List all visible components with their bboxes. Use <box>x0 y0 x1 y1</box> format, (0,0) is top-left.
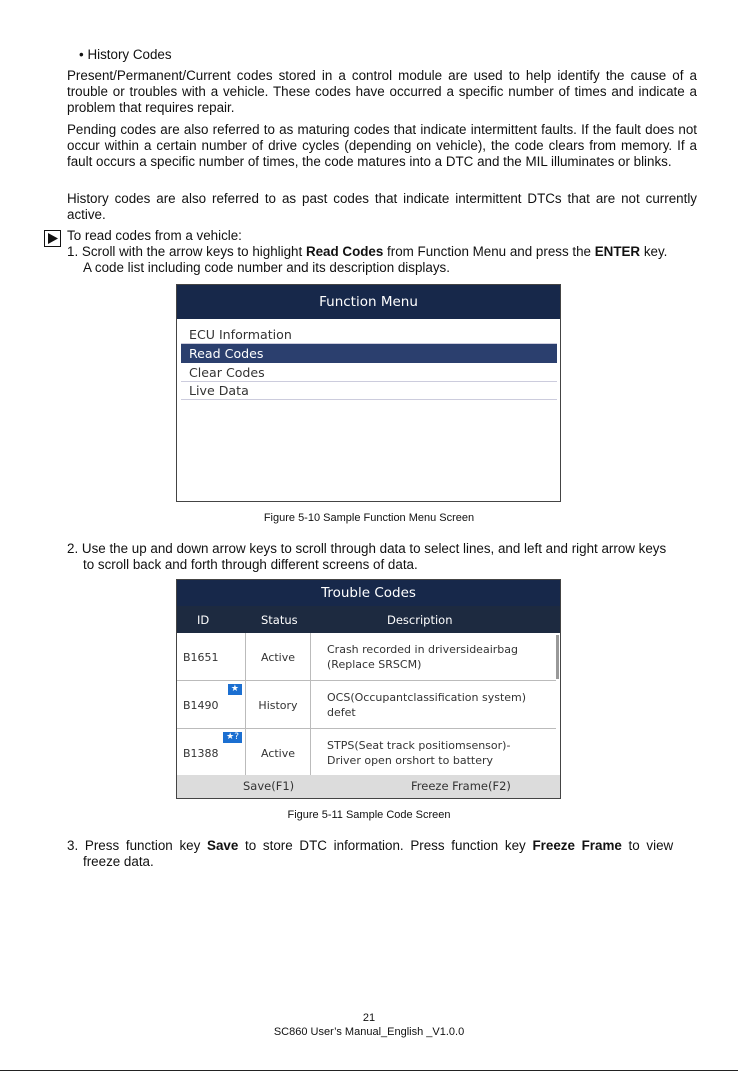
step-1-text-a: Scroll with the arrow keys to highlight <box>81 244 306 259</box>
step-1-line1 <box>67 244 699 260</box>
cell-status <box>246 681 311 728</box>
function-menu-screen <box>176 284 561 502</box>
dtc-status: Active <box>260 651 296 664</box>
scrollbar[interactable] <box>556 635 559 679</box>
play-arrow-icon <box>44 230 61 247</box>
cell-status <box>246 729 311 777</box>
save-button[interactable]: Save(F1) <box>243 779 295 793</box>
dtc-description <box>327 738 547 768</box>
cell-id <box>177 681 246 728</box>
menu-item-live-data[interactable]: Live Data <box>181 381 557 400</box>
cell-description <box>311 681 556 728</box>
step-1-read-codes: Read Codes <box>305 244 384 259</box>
header-id: ID <box>197 613 210 627</box>
bottom-divider <box>0 1070 738 1071</box>
menu-item-clear-codes[interactable]: Clear Codes <box>181 363 557 382</box>
star-badge-icon: ★? <box>223 732 242 743</box>
step-3-line1 <box>67 838 699 854</box>
step-3-freeze-frame: Freeze Frame <box>532 838 622 853</box>
procedure-intro: To read codes from a vehicle: <box>67 228 242 243</box>
step-3-line2: freeze data. <box>83 854 154 870</box>
cell-id <box>177 633 246 680</box>
function-key-bar <box>177 775 560 798</box>
step-2-line1 <box>67 541 699 557</box>
dtc-id: B1651 <box>183 651 219 664</box>
trouble-codes-header <box>177 606 560 633</box>
trouble-codes-title: Trouble Codes <box>177 580 560 606</box>
step-3 <box>67 838 699 870</box>
step-3-text-e: to view <box>621 838 674 853</box>
step-1-enter: ENTER <box>594 244 641 259</box>
step-2 <box>67 541 699 573</box>
figure-caption-code-screen: Figure 5-11 Sample Code Screen <box>287 809 451 821</box>
cell-id <box>177 729 246 777</box>
paragraph-history-codes: History codes are also referred to as past codes that indicate intermittent DTCs that are not currently active. <box>67 191 697 223</box>
step-2-text: Use the up and down arrow keys to scroll through data to select lines, and left and right arrow keys <box>81 541 667 556</box>
step-3-number: 3. <box>67 838 79 853</box>
dtc-desc-line1: OCS(Occupantclassification system) <box>327 691 527 704</box>
step-2-number: 2. <box>67 541 79 556</box>
menu-item-read-codes[interactable]: Read Codes <box>181 344 557 363</box>
page-number: 21 <box>362 1012 376 1024</box>
bullet-label: History Codes <box>87 47 172 62</box>
step-1-text-e: key. <box>640 244 668 259</box>
table-row[interactable] <box>177 681 556 729</box>
bullet-symbol: • <box>79 47 84 62</box>
table-row[interactable] <box>177 633 556 681</box>
step-1-text-c: from Function Menu and press the <box>383 244 595 259</box>
step-3-text-c: to store DTC information. Press function key <box>238 838 533 853</box>
dtc-id: B1388 <box>183 747 219 760</box>
cell-description <box>311 633 556 680</box>
dtc-status: Active <box>260 747 296 760</box>
figure-caption-function-menu: Figure 5-10 Sample Function Menu Screen <box>263 512 475 524</box>
document-footer: SC860 User’s Manual_English _V1.0.0 <box>273 1026 465 1038</box>
step-1-number: 1. <box>67 244 79 259</box>
dtc-desc-line2: (Replace SRSCM) <box>327 658 422 671</box>
function-menu-title: Function Menu <box>177 285 560 319</box>
table-row[interactable] <box>177 729 556 777</box>
cell-description <box>311 729 556 777</box>
dtc-description <box>327 642 547 672</box>
header-description: Description <box>387 613 453 627</box>
freeze-frame-button[interactable]: Freeze Frame(F2) <box>411 779 511 793</box>
step-3-text-a: Press function key <box>84 838 208 853</box>
dtc-desc-line2: Driver open orshort to battery <box>327 754 493 767</box>
paragraph-present-codes: Present/Permanent/Current codes stored in a control module are used to help identify the cause of a trouble or troubles with a vehicle. These codes have occurred a specific number of times and indicate a problem that requires repair. <box>67 68 697 116</box>
step-3-save: Save <box>207 838 239 853</box>
header-status: Status <box>261 613 298 627</box>
dtc-status: History <box>258 699 298 712</box>
menu-item-ecu-information[interactable]: ECU Information <box>181 325 557 344</box>
bullet-history-codes <box>79 47 172 62</box>
dtc-desc-line1: Crash recorded in driversideairbag <box>327 643 518 656</box>
step-1-line2: A code list including code number and its description displays. <box>83 260 450 276</box>
dtc-description <box>327 690 547 720</box>
star-badge-icon: ★ <box>228 684 242 695</box>
dtc-id: B1490 <box>183 699 219 712</box>
dtc-desc-line2: defet <box>327 706 356 719</box>
step-1 <box>67 244 699 276</box>
cell-status <box>246 633 311 680</box>
dtc-desc-line1: STPS(Seat track positiomsensor)- <box>327 739 511 752</box>
step-2-line2: to scroll back and forth through different screens of data. <box>83 557 418 573</box>
paragraph-pending-codes: Pending codes are also referred to as maturing codes that indicate intermittent faults. If the fault does not occur within a certain number of drive cycles (depending on vehicle), the code clears from memory. If a fault occurs a specific number of times, the code matures into a DTC and the MIL illuminates or blinks. <box>67 122 697 170</box>
trouble-codes-screen <box>176 579 561 799</box>
